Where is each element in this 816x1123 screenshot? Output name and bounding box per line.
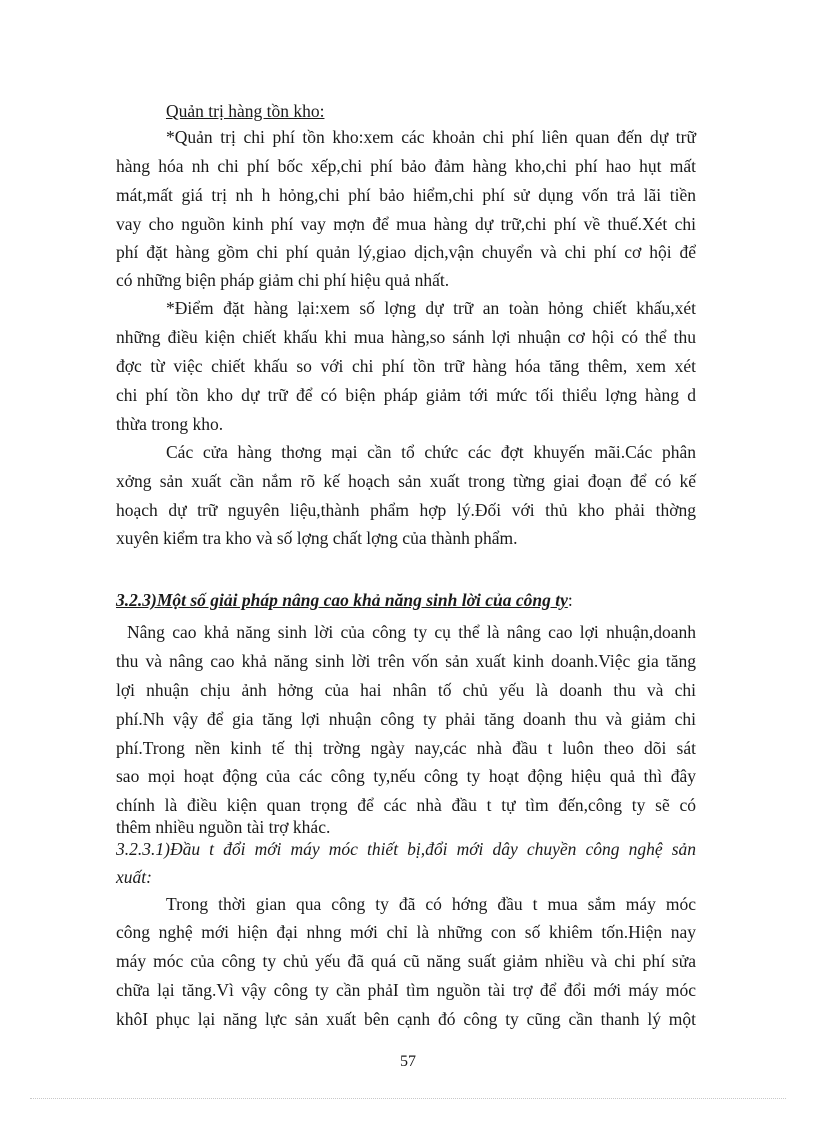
subsection-title-line: xuất: [116,867,152,887]
section-title-text: 3.2.3)Một số giải pháp nâng cao khả năng sinh lời của công ty [116,590,568,610]
paragraph-5-line: công nghệ mới hiện đại nhng mới chỉ là những con số khiêm tốn.Hiện nay [116,922,696,942]
paragraph-4-line: thu và nâng cao khả năng sinh lời trên vốn sản xuất kinh doanh.Việc gia tăng [116,651,696,671]
paragraph-1-line: *Quản trị chi phí tồn kho:xem các khoản chi phí liên quan đến dự trữ [166,127,696,147]
paragraph-5-line: khôI phục lại năng lực sản xuất bên cạnh đó công ty cũng cần thanh lý một [116,1009,696,1029]
paragraph-1-line: có những biện pháp giảm chi phí hiệu quả nhất. [116,270,450,290]
paragraph-4-line: phí.Trong nền kinh tế thị trờng ngày nay,các nhà đầu t luôn theo dõi sát [116,738,696,758]
paragraph-4-line: lợi nhuận chịu ảnh hởng của hai nhân tố chủ yếu là doanh thu và chi [116,680,696,700]
paragraph-2-line: thừa trong kho. [116,414,224,434]
paragraph-2-line: đợc từ việc chiết khấu so với chi phí tồn trữ hàng hóa tăng thêm, xem xét [116,356,696,376]
paragraph-5-line: máy móc của công ty chủ yếu đã quá cũ năng suất giảm nhiều và chi phí sửa [116,951,696,971]
paragraph-1-line: mát,mất giá trị nh h hỏng,chi phí bảo hiểm,chi phí sử dụng vốn trả lãi tiền [116,185,696,205]
paragraph-3-line: xuyên kiểm tra kho và số lợng chất lợng của thành phẩm. [116,528,518,548]
paragraph-5-line: Trong thời gian qua công ty đã có hớng đầu t mua sắm máy móc [166,894,696,914]
subsection-title-line: 3.2.3.1)Đầu t đổi mới máy móc thiết bị,đổi mới dây chuyền công nghệ sản [116,839,696,859]
paragraph-3-line: xởng sản xuất cần nắm rõ kế hoạch sản xuất trong từng giai đoạn để có kế [116,471,696,491]
paragraph-2-line: những điều kiện chiết khấu khi mua hàng,so sánh lợi nhuận cơ hội có thể thu [116,327,696,347]
paragraph-1-line: phí đặt hàng gồm chi phí quản lý,giao dịch,vận chuyển và chi phí cơ hội để [116,242,696,262]
paragraph-2-line: chi phí tồn kho dự trữ để có biện pháp giảm tới mức tối thiểu lợng hàng d [116,385,696,405]
paragraph-3-line: hoạch dự trữ nguyên liệu,thành phẩm hợp lý.Đối với thủ kho phải thờng [116,500,696,520]
paragraph-4-line: thêm nhiều nguồn tài trợ khác. [116,817,331,837]
page-bottom-divider [30,1098,786,1099]
page-number: 57 [400,1053,416,1070]
paragraph-4-line: chính là điều kiện quan trọng để các nhà đầu t tự tìm đến,công ty sẽ có [116,795,696,815]
paragraph-5-line: chữa lại tăng.Vì vậy công ty cần phảI tìm nguồn tài trợ để đổi mới máy móc [116,980,696,1000]
paragraph-3-line: Các cửa hàng thơng mại cần tổ chức các đợt khuyến mãi.Các phân [166,442,696,462]
section-title [116,589,573,611]
paragraph-1-line: hàng hóa nh chi phí bốc xếp,chi phí bảo đảm hàng kho,chi phí hao hụt mất [116,156,696,176]
paragraph-1-line: vay cho nguồn kinh phí vay mợn để mua hàng dự trữ,chi phí về thuế.Xét chi [116,214,696,234]
section-title-colon: : [567,590,573,610]
paragraph-2-line: *Điểm đặt hàng lại:xem số lợng dự trữ an toàn hỏng chiết khấu,xét [166,298,696,318]
paragraph-4-line: phí.Nh vậy để gia tăng lợi nhuận công ty phải tăng doanh thu và giảm chi [116,709,696,729]
paragraph-4-line: Nâng cao khả năng sinh lời của công ty cụ thể là nâng cao lợi nhuận,doanh [127,622,696,642]
section-heading-inventory: Quản trị hàng tồn kho: [166,101,325,121]
paragraph-4-line: sao mọi hoạt động của các công ty,nếu công ty hoạt động hiệu quả thì đây [116,766,696,786]
